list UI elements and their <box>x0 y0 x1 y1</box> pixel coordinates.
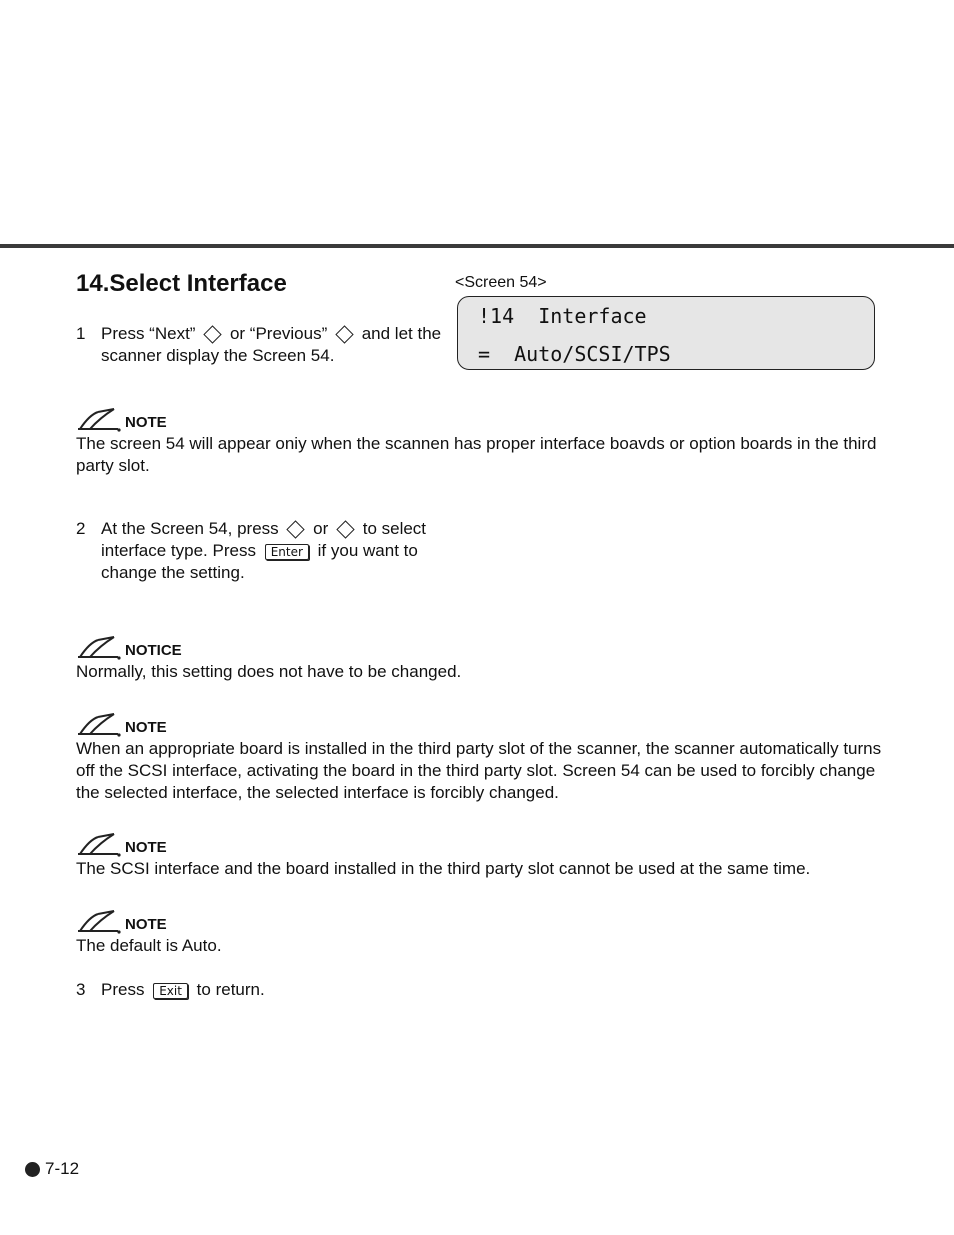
pencil-note-icon <box>76 831 122 857</box>
header-rule <box>0 244 954 248</box>
lcd-display <box>457 296 875 370</box>
step-text: At the Screen 54, press <box>101 519 279 538</box>
step-text: to return. <box>196 980 265 999</box>
note-text: The default is Auto. <box>76 936 222 955</box>
notice <box>76 634 886 683</box>
page-number: 7-12 <box>45 1159 80 1178</box>
step-number: 1 <box>76 324 86 343</box>
step-text: and let the scanner display the Screen 54. <box>101 324 442 365</box>
note-text: The screen 54 will appear oniy when the scannen has proper interface boavds or option boards in the third party slot. <box>76 434 877 475</box>
note-1 <box>76 406 886 477</box>
step-text: if you want to change the setting. <box>101 541 418 582</box>
lcd-line-2: = Auto/SCSI/TPS <box>478 342 671 366</box>
note-text: The SCSI interface and the board installed in the third party slot cannot be used at the same time. <box>76 859 811 878</box>
pencil-note-icon <box>76 908 122 934</box>
step-2 <box>76 518 456 584</box>
pencil-note-icon <box>76 711 122 737</box>
next-diamond-icon <box>204 325 222 343</box>
note-label: NOTE <box>125 839 167 856</box>
lcd-line-1: !14 Interface <box>478 304 647 328</box>
next-diamond-icon <box>336 520 354 538</box>
note-label: NOTE <box>125 916 167 933</box>
note-label: NOTE <box>125 414 167 431</box>
step-text: or <box>313 519 329 538</box>
screen-label: <Screen 54> <box>455 274 547 291</box>
page-footer <box>25 1159 79 1179</box>
step-text: to select interface type. Press <box>101 519 427 560</box>
enter-key-icon: Enter <box>265 544 309 560</box>
step-3 <box>76 979 456 1001</box>
previous-diamond-icon <box>335 325 353 343</box>
previous-diamond-icon <box>287 520 305 538</box>
pencil-note-icon <box>76 634 122 660</box>
exit-key-icon: Exit <box>153 983 188 999</box>
bullet-icon <box>25 1162 40 1177</box>
section-title: 14.Select Interface <box>76 270 287 297</box>
note-4 <box>76 908 886 957</box>
notice-text: Normally, this setting does not have to be changed. <box>76 662 462 681</box>
notice-label: NOTICE <box>125 642 182 659</box>
note-text: When an appropriate board is installed in the third party slot of the scanner, the scanner automatically turns off the SCSI interface, activating the board in the third party slot. Screen 54 can be used to forcibly change the selected interface, the selected interface is forcibly changed. <box>76 739 882 802</box>
step-1 <box>76 323 456 367</box>
step-number: 2 <box>76 519 86 538</box>
step-text: Press “Next” <box>101 324 196 343</box>
step-text: Press <box>101 980 145 999</box>
step-text: or “Previous” <box>229 324 328 343</box>
note-label: NOTE <box>125 719 167 736</box>
note-3 <box>76 831 886 880</box>
pencil-note-icon <box>76 406 122 432</box>
step-number: 3 <box>76 980 86 999</box>
note-2 <box>76 711 886 804</box>
